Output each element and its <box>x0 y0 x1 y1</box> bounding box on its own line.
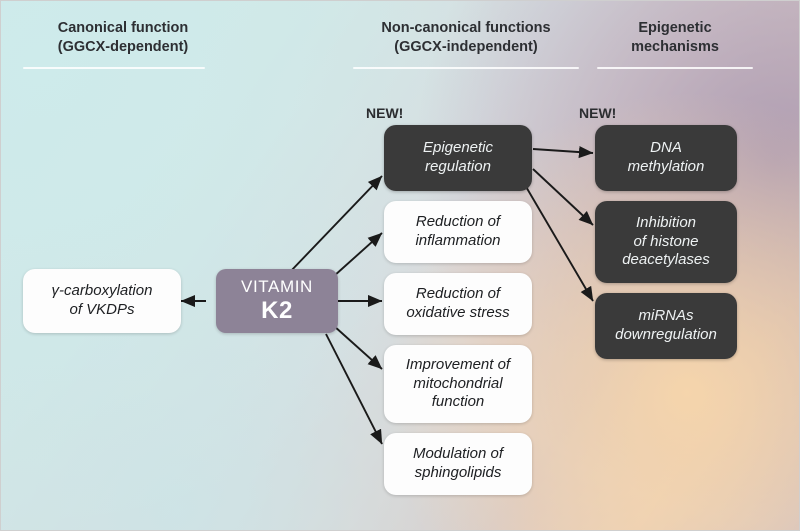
column-header-epigenetic-title: Epigenetic <box>638 20 712 36</box>
box-mirnas-downregulation-line1: miRNAs <box>638 307 694 325</box>
box-vitamin-k2-line1: VITAMIN <box>241 276 313 296</box>
column-header-noncanonical-subtitle: (GGCX-independent) <box>394 38 538 55</box>
box-inhibition-histone-deacetylases-line2: of histone <box>633 232 699 250</box>
box-reduction-inflammation <box>384 201 532 263</box>
column-header-canonical-subtitle: (GGCX-dependent) <box>57 38 189 55</box>
box-reduction-oxidative-stress-line1: Reduction of <box>415 285 501 303</box>
box-vitamin-k2-line2: K2 <box>261 296 293 324</box>
box-modulation-sphingolipids <box>384 433 532 495</box>
box-mitochondrial-function <box>384 345 532 423</box>
box-dna-methylation-line1: DNA <box>650 139 682 157</box>
arrow-k2-to-inflammation <box>334 233 382 276</box>
box-gamma-carboxylation-line2: of VKDPs <box>69 301 135 318</box>
box-mitochondrial-function-line2: mitochondrial <box>413 374 503 392</box>
box-dna-methylation <box>595 125 737 191</box>
box-reduction-inflammation-line2: inflammation <box>415 232 501 249</box>
arrow-epigenetic-to-mirna <box>525 185 593 301</box>
box-vitamin-k2 <box>216 269 338 333</box>
box-reduction-oxidative-stress <box>384 273 532 335</box>
box-mitochondrial-function-line1: Improvement of <box>405 355 511 373</box>
box-inhibition-histone-deacetylases-line1: Inhibition <box>635 213 697 231</box>
box-modulation-sphingolipids-line1: Modulation of <box>412 445 504 463</box>
column-header-epigenetic-subtitle: mechanisms <box>631 38 719 55</box>
box-epigenetic-regulation-line2: regulation <box>425 158 491 175</box>
column-header-noncanonical-title: Non-canonical functions <box>381 20 551 36</box>
box-gamma-carboxylation <box>23 269 181 333</box>
arrow-epigenetic-to-hdac <box>533 169 593 225</box>
box-epigenetic-regulation-line1: Epigenetic <box>422 139 494 157</box>
arrow-k2-to-epigenetic-regulation <box>289 176 382 273</box>
box-inhibition-histone-deacetylases-line3: deacetylases <box>622 251 710 269</box>
box-modulation-sphingolipids-line2: sphingolipids <box>414 464 502 481</box>
new-label-left: NEW! <box>366 105 404 121</box>
box-mirnas-downregulation-line2: downregulation <box>615 326 717 343</box>
box-reduction-inflammation-line1: Reduction of <box>415 213 501 231</box>
box-gamma-carboxylation-line1: γ-carboxylation <box>51 282 153 300</box>
box-reduction-oxidative-stress-line2: oxidative stress <box>406 304 510 321</box>
arrow-epigenetic-to-dna-methylation <box>533 149 593 153</box>
box-epigenetic-regulation <box>384 125 532 191</box>
box-dna-methylation-line2: methylation <box>627 158 705 175</box>
new-label-right: NEW! <box>579 105 617 121</box>
box-mirnas-downregulation <box>595 293 737 359</box>
box-inhibition-histone-deacetylases <box>595 201 737 283</box>
column-header-canonical-title: Canonical function <box>57 20 189 36</box>
arrow-k2-to-sphingolipids <box>326 334 382 444</box>
box-mitochondrial-function-line3: function <box>431 393 485 411</box>
